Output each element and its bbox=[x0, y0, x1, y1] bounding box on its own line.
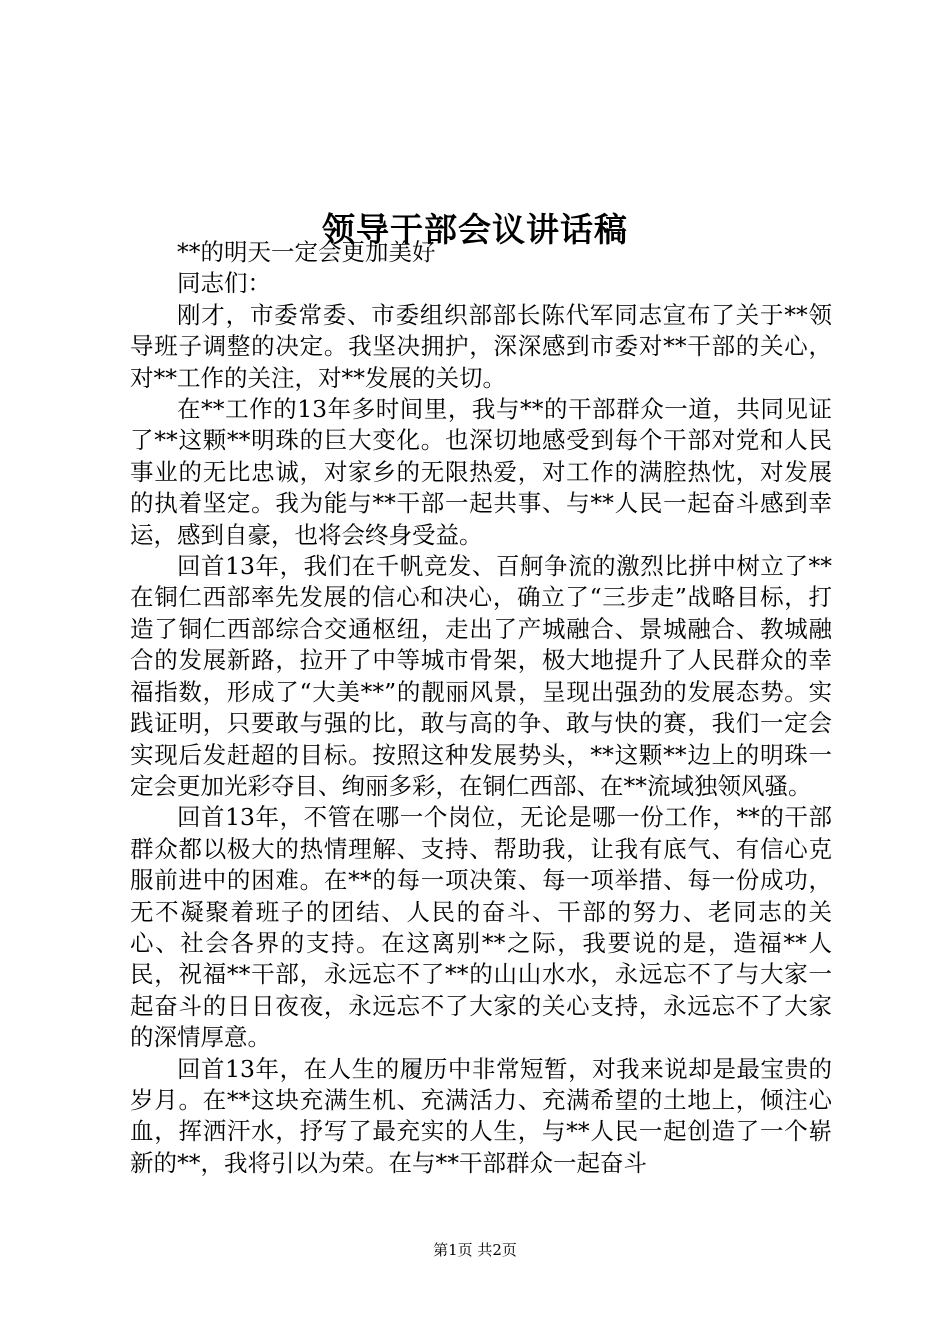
paragraph: 回首13年，不管在哪一个岗位，无论是哪一份工作，**的干部群众都以极大的热情理解、支持、帮助我，让我有底气、有信心克服前进中的困难。在**的每一项决策、每一项举措、每一份成功，无不凝聚着班子的团结、人民的奋斗、干部的努力、老同志的关心、社会各界的支持。在这离别**之际，我要说的是，造福**人民，祝福**干部，永远忘不了**的山山水水，永远忘不了与大家一起奋斗的日日夜夜，永远忘不了大家的关心支持，永远忘不了大家的深情厚意。 bbox=[130, 803, 832, 1052]
subtitle-line: **的明天一定会更加美好 bbox=[177, 238, 436, 266]
paragraph: 回首13年，在人生的履历中非常短暂，对我来说却是最宝贵的岁月。在**这块充满生机、充满活力、充满希望的土地上，倾注心血，挥洒汗水，抒写了最充实的人生，与**人民一起创造了一个崭新的**，我将引以为荣。在与**干部群众一起奋斗 bbox=[130, 1054, 832, 1177]
page-number-footer: 第1页 共2页 bbox=[433, 1241, 517, 1259]
salutation: 同志们： bbox=[177, 269, 271, 298]
document-body bbox=[130, 237, 832, 1179]
paragraph: 刚才，市委常委、市委组织部部长陈代军同志宣布了关于**领导班子调整的决定。我坚决拥护，深深感到市委对**干部的关心，对**工作的关注，对**发展的关切。 bbox=[130, 300, 832, 392]
paragraph: 在**工作的13年多时间里，我与**的干部群众一道，共同见证了**这颗**明珠的巨大变化。也深切地感受到每个干部对党和人民事业的无比忠诚，对家乡的无限热爱，对工作的满腔热忱，对发展的执着坚定。我为能与**干部一起共事、与**人民一起奋斗感到幸运，感到自豪，也将会终身受益。 bbox=[130, 395, 832, 549]
paragraph: 回首13年，我们在千帆竞发、百舸争流的激烈比拼中树立了**在铜仁西部率先发展的信心和决心，确立了“三步走”战略目标，打造了铜仁西部综合交通枢纽，走出了产城融合、景城融合、教城融合的发展新路，拉开了中等城市骨架，极大地提升了人民群众的幸福指数，形成了“大美**”的靓丽风景，呈现出强劲的发展态势。实践证明，只要敢与强的比，敢与高的争、敢与快的赛，我们一定会实现后发赶超的目标。按照这种发展势头，**这颗**边上的明珠一定会更加光彩夺目、绚丽多彩，在铜仁西部、在**流域独领风骚。 bbox=[130, 552, 832, 800]
document-title: 领导干部会议讲话稿 bbox=[322, 210, 628, 250]
